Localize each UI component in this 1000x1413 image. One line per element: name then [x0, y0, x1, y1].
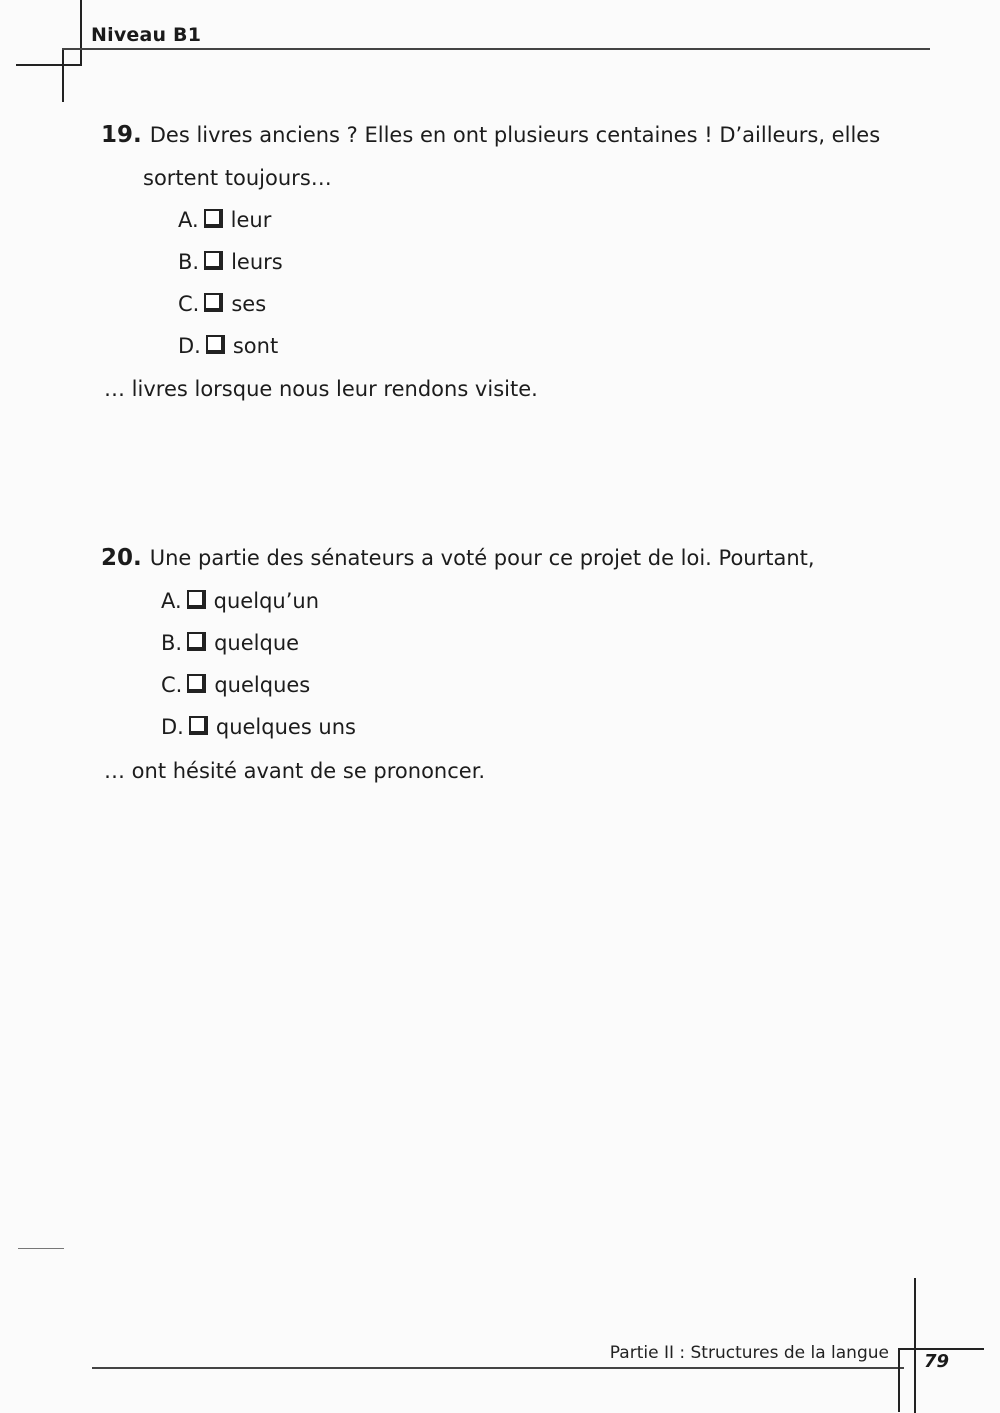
- option-text: quelques uns: [215, 715, 356, 739]
- question-20-option-a[interactable]: [161, 589, 319, 613]
- header-title: Niveau B1: [91, 24, 202, 46]
- question-19-stem-line2: sortent toujours…: [143, 166, 332, 190]
- option-letter: B.: [161, 631, 183, 655]
- checkbox-icon[interactable]: [187, 674, 206, 693]
- question-stem-text: Des livres anciens ? Elles en ont plusieurs centaines ! D’ailleurs, elles: [149, 123, 881, 147]
- question-19-stem-line1: [101, 122, 880, 148]
- question-number: 19.: [101, 122, 142, 148]
- option-text: sont: [232, 334, 279, 358]
- option-text: leur: [230, 208, 272, 232]
- option-text: ses: [231, 292, 267, 316]
- question-20-option-d[interactable]: [161, 715, 356, 739]
- question-stem-text: Une partie des sénateurs a voté pour ce projet de loi. Pourtant,: [149, 546, 815, 570]
- header-rule: [62, 48, 930, 50]
- left-margin-mark: [18, 1248, 64, 1249]
- option-letter: D.: [161, 715, 184, 739]
- question-19-option-c[interactable]: [178, 292, 266, 316]
- checkbox-icon[interactable]: [204, 209, 223, 228]
- question-20-stem-line1: [101, 545, 815, 571]
- checkbox-icon[interactable]: [189, 716, 208, 735]
- option-letter: A.: [178, 208, 199, 232]
- question-20-continuation: … ont hésité avant de se prononcer.: [104, 759, 486, 783]
- option-letter: B.: [178, 250, 200, 274]
- header-crop-mark-vertical: [80, 0, 82, 64]
- checkbox-icon[interactable]: [187, 632, 206, 651]
- footer-crop-mark-horizontal: [898, 1348, 984, 1350]
- question-20-option-b[interactable]: [161, 631, 299, 655]
- option-text: leurs: [231, 250, 283, 274]
- question-19-continuation: … livres lorsque nous leur rendons visite.: [104, 377, 538, 401]
- header-crop-mark-horizontal: [16, 64, 82, 66]
- footer-rule: [92, 1367, 904, 1369]
- option-text: quelqu’un: [213, 589, 319, 613]
- option-letter: D.: [178, 334, 201, 358]
- option-letter: C.: [178, 292, 200, 316]
- header-crop-mark-vertical-lower: [62, 48, 64, 102]
- question-19-option-d[interactable]: [178, 334, 278, 358]
- checkbox-icon[interactable]: [187, 590, 206, 609]
- question-20-option-c[interactable]: [161, 673, 310, 697]
- checkbox-icon[interactable]: [204, 293, 223, 312]
- option-letter: C.: [161, 673, 183, 697]
- question-19-option-b[interactable]: [178, 250, 283, 274]
- checkbox-icon[interactable]: [204, 251, 223, 270]
- question-number: 20.: [101, 545, 142, 571]
- option-text: quelque: [214, 631, 300, 655]
- option-letter: A.: [161, 589, 182, 613]
- footer-crop-mark-vertical: [914, 1278, 916, 1413]
- option-text: quelques: [214, 673, 311, 697]
- checkbox-icon[interactable]: [206, 335, 225, 354]
- footer-section-title: Partie II : Structures de la langue: [609, 1343, 889, 1363]
- footer-box-left: [898, 1348, 900, 1412]
- page-number: 79: [924, 1351, 950, 1372]
- question-19-option-a[interactable]: [178, 208, 271, 232]
